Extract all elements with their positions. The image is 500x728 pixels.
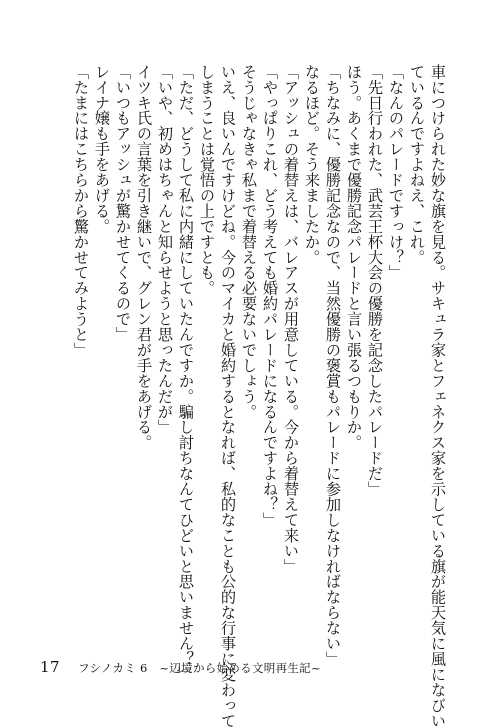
text-line: なるほど。そう来ましたか。 bbox=[303, 64, 321, 265]
text-line: 車につけられた妙な旗を見る。サキュラ家とフェネクス家を示している旗が能天気に風になびい bbox=[429, 64, 447, 728]
text-line: 「先日行われた、武芸王杯大会の優勝を記念したパレードだ」 bbox=[366, 64, 384, 497]
text-line: しまうことは覚悟の上ですとも。 bbox=[198, 64, 216, 296]
page-number: 17 bbox=[40, 658, 61, 676]
text-line: 「たまにはこちらから驚かせてみようと」 bbox=[72, 64, 90, 358]
text-line: 「やっぱりこれ、どう考えても婚約パレードになるんですよね？」 bbox=[261, 64, 279, 528]
text-line: ているんですよねえ、これ。 bbox=[408, 64, 426, 265]
text-line: レイナ嬢も手をあげる。 bbox=[93, 64, 111, 234]
text-line: そうじゃなきゃ私まで着替える必要ないでしょう。 bbox=[240, 64, 258, 420]
text-line: イツキ氏の言葉を引き継いで、グレン君が手をあげる。 bbox=[135, 64, 153, 451]
text-line: 「ちなみに、優勝記念なので、当然優勝の褒賞もパレードに参加しなければならない」 bbox=[324, 64, 342, 667]
text-line: 「アッシュの着替えは、バレアスが用意している。今から着替えて来い」 bbox=[282, 64, 300, 574]
text-line: 「いつもアッシュが驚かせてくるので」 bbox=[114, 64, 132, 343]
page-footer bbox=[40, 658, 321, 676]
text-line: 「ただ、どうして私に内緒にしていたんですか。騙し討ちなんてひどいと思いません？」 bbox=[177, 64, 195, 682]
text-line: 「いや、初めはちゃんと知らせようと思ったんだが」 bbox=[156, 64, 174, 435]
text-line: ほう。あくまで優勝記念パレードと言い張るつもりか。 bbox=[345, 64, 363, 451]
text-line: 「なんのパレードですっけ？」 bbox=[387, 64, 405, 281]
running-title: フシノカミ 6 ~辺境から始める文明再生記~ bbox=[78, 661, 321, 675]
text-line: いえ、良いんですけどね。今のマイカと婚約するとなれば、私的なことも公的な行事に変わって bbox=[219, 64, 237, 728]
